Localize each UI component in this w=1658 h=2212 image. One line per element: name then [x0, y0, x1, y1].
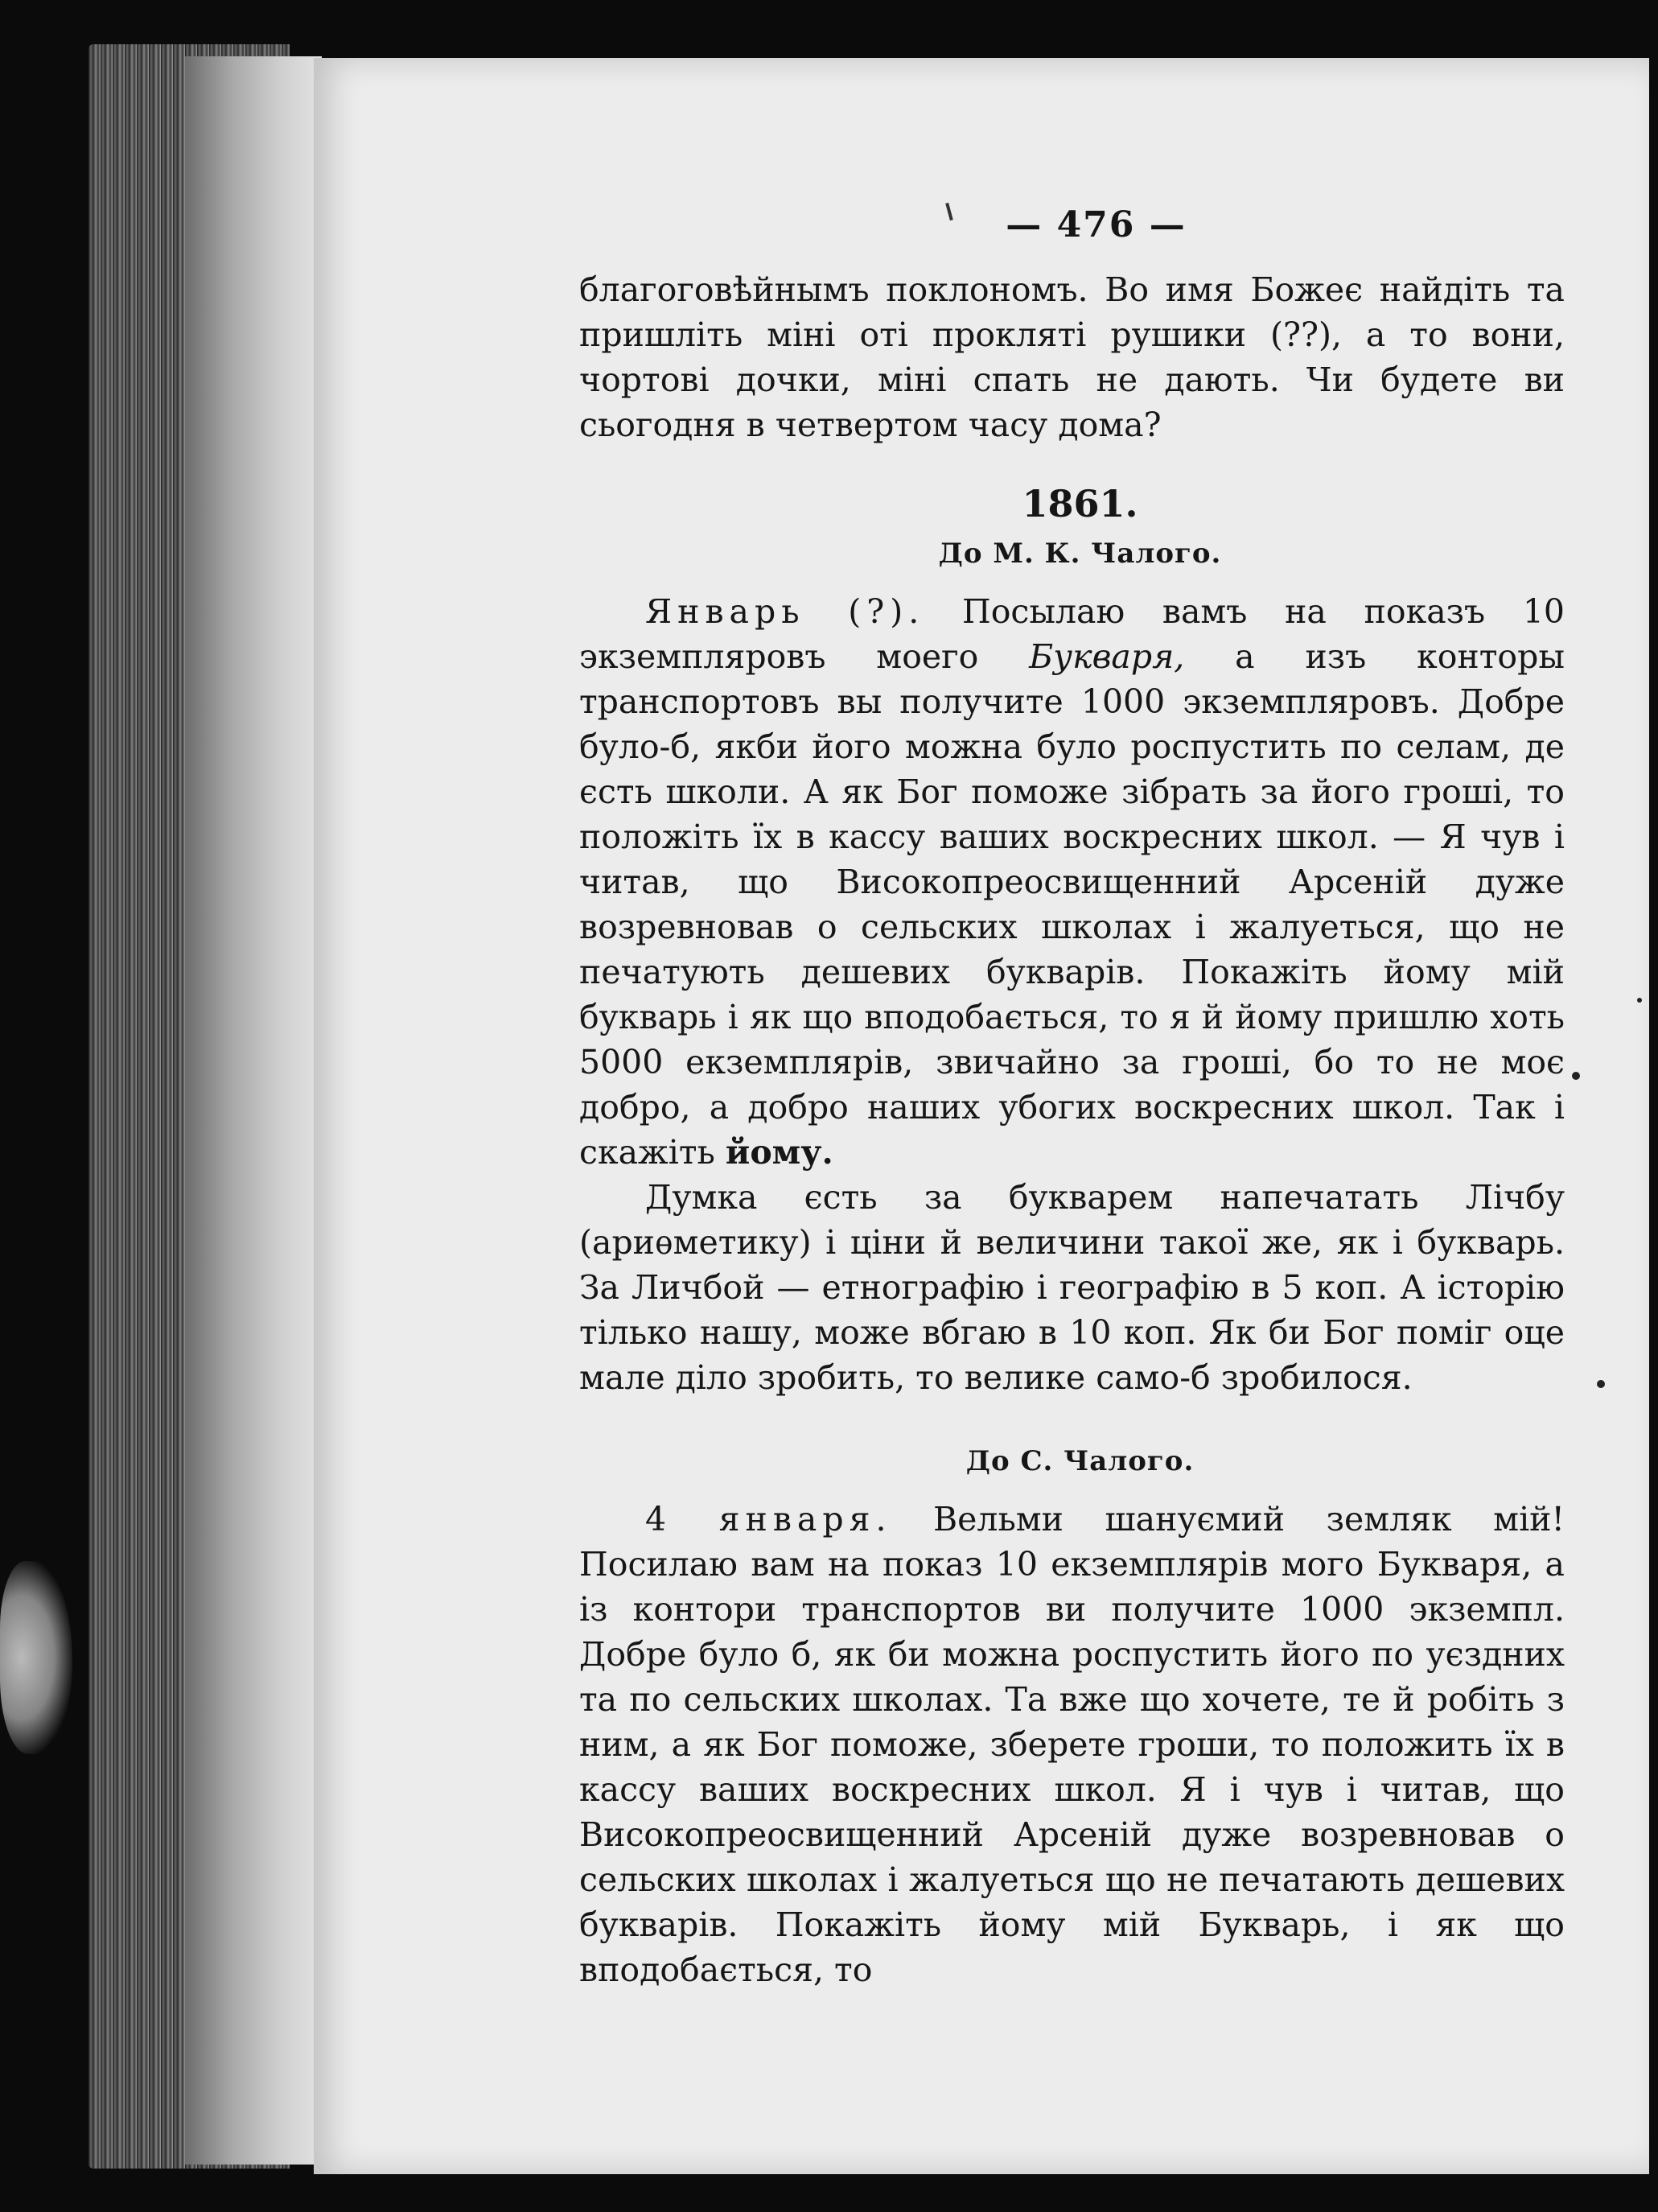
letter1-paragraph-2: Думка єсть за букварем напечатать Лічбу (ариѳметику) і ціни й величини такої же, як і букварь. За Личбой — етнографію і географію в 5 коп. А історію тілько нашу, може вбгаю в 10 коп. Як би Бог поміг оце мале діло зробить, то велике само-б зробилося.: [579, 1178, 1565, 1397]
letter2-paragraph-1: [579, 1497, 1565, 1992]
letter-addressee-1: До М. К. Чалого.: [938, 538, 1222, 570]
letter-addressee-2: До С. Чалого.: [965, 1445, 1195, 1477]
book-page: [314, 58, 1649, 2174]
scan-speck: [1597, 1380, 1605, 1388]
scan-speck: [1637, 998, 1642, 1003]
letter1-text-end: йому.: [725, 1133, 833, 1172]
letter1-text-a: Посылаю вамъ на показъ 10 экземпляровъ моего: [579, 592, 1565, 676]
scan-speck: [1572, 1072, 1580, 1080]
book-page-edge-shading: [185, 56, 322, 2165]
scan-artifact: [0, 1561, 72, 1754]
paragraph-continuation: благоговѣйнымъ поклономъ. Во имя Божеє найдіть та пришліть міні оті прокляті рушики (??), а то вони, чортові дочки, міні спать не дають. Чи будете ви сьогодня в четвертом часу дома?: [579, 270, 1565, 444]
letter2-date: 4 января.: [645, 1500, 892, 1539]
section-year: 1861.: [1022, 482, 1138, 525]
page-number: — 476 —: [1006, 204, 1187, 245]
page-text-block: [579, 203, 1565, 1992]
letter1-paragraph-1: [579, 589, 1565, 1175]
letter1-date: Январь (?).: [645, 592, 925, 631]
letter1-text-b: а изъ конторы транспортовъ вы получите 1000 экземпляровъ. Добре було-б, якби його можна було роспустить по селам, де єсть школи. А як Бог поможе зібрать за його гроші, то положіть їх в кассу ваших воскресних школ. — Я чув і читав, що Високопреосвищенний Арсеній дуже возревновав о сельских школах і жалуеться, що не печатують дешевих букварів. Покажіть йому мій букварь і як що вподобається, то я й йому пришлю хоть 5000 екземплярів, звичайно за гроші, бо то не моє добро, а добро наших убогих воскресних школ. Так і скажіть: [579, 637, 1565, 1172]
letter1-book-title: Букваря,: [1029, 637, 1185, 676]
letter2-text: Вельми шануємий земляк мій! Посилаю вам на показ 10 екземплярів мого Букваря, а із контори транспортов ви получите 1000 экземпл. Добре було б, як би можна роспустить його по уєздних та по сельских школах. Та вже що хочете, те й робіть з ним, а як Бог поможе, зберете гроши, то положить їх в кассу ваших воскресних школ. Я і чув і читав, що Високопреосвищенний Арсеній дуже возревновав о сельских школах і жалуеться що не печатають дешевих букварів. Покажіть йому мій Букварь, і як що вподобається, то: [579, 1500, 1565, 1989]
